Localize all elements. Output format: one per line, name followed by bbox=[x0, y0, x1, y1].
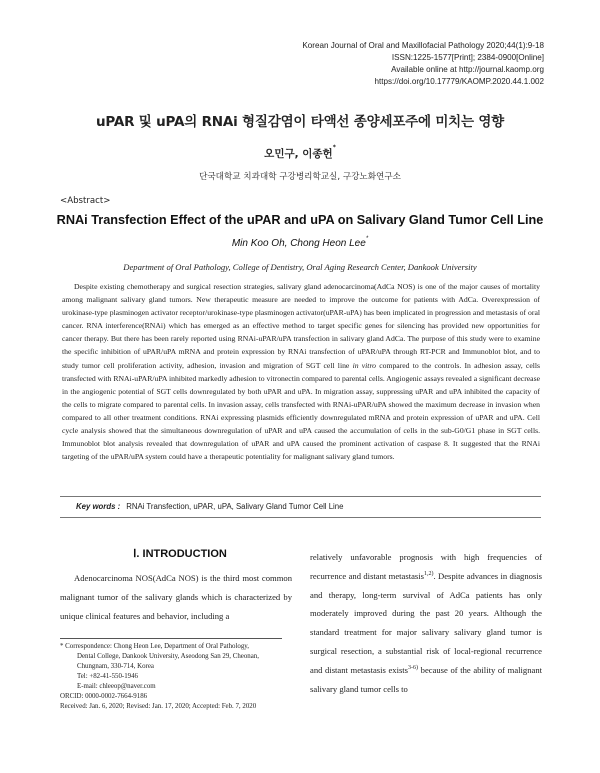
abstract-text-part2: compared to the controls. In adhesion assay, cells transfected with RNAi-uPAR/uPA inhibited markedly adhesion to vitronectin compared to parental cells. Angiogenic assays revealed a significant decrease in the angiogenic potential of SGT cells downregulated by both uPAR and uPA. In migration assay, suppressing uPAR and uPA inhibited the capacity of the cells to migrate compared to parental cells. In invasion assay, cells transfected with RNAi-uPAR/uPA showed the maximum decrease in invasion when compared to all other treatment conditions. RNAi expressing plasmids efficiently downregulated mRNA and protein expression of uPAR and uPA. Cell cycle analysis showed that the simultaneous downregulation of uPAR and uPA caused the accumulation of cells in the sub-G0/G1 phase in SGT cells. Immunoblot blot analysis revealed that downregulation of uPAR and uPA caused the prominent activation of caspase 8. It suggested that the RNAi targeting of the uPAR/uPA system could have a therapeutic potentiality for malignant salivary gland tumors. bbox=[62, 360, 541, 462]
reference-mark-1: 1,2) bbox=[424, 570, 434, 577]
abstract-text-part1: Despite existing chemotherapy and surgical resection strategies, salivary gland adenocarcinoma(AdCa NOS) is one of the major causes of mortality among malignant salivary gland tumors. New therapeutic measure are needed to improve the outcome for patients with AdCa. Overexpression of urokinase-type plasminogen activator receptor/urokinase-type plasminogen activator(uPAR-uPA) has been implicated in progression and metastasis of oral cancer. RNA interference(RNAi) which has emerged as an effective method to target specific genes for silencing has provided new opportunities for cancer therapy. But there has been rarely reported using RNAi-uPAR/uPA transfection in salivary gland AdCa. The purpose of this study were to examine the specific inhibition of uPAR/uPA mRNA and protein expression by RNAi transfection of uPAR/uPA through RT-PCR and Immunoblot blot, and to study tumor cell proliferation activity, adhesion, invasion and migration of SGT cell line bbox=[62, 282, 540, 370]
english-authors bbox=[0, 238, 600, 249]
footnote-line-1: * Correspondence: Chong Heon Lee, Department of Oral Pathology, bbox=[60, 643, 249, 650]
corresponding-author-mark: * bbox=[332, 144, 336, 151]
abstract-body bbox=[62, 280, 540, 463]
correspondence-footnote bbox=[60, 642, 296, 712]
journal-citation: Korean Journal of Oral and Maxillofacial Pathology 2020;44(1):9-18 bbox=[302, 41, 544, 50]
keywords-label: Key words : bbox=[76, 502, 121, 511]
keywords-top-divider bbox=[60, 496, 541, 497]
footnote-divider bbox=[60, 638, 282, 639]
abstract-italic-term: in vitro bbox=[352, 360, 376, 370]
english-author-names: Min Koo Oh, Chong Heon Lee bbox=[231, 238, 366, 249]
keywords-line bbox=[76, 502, 546, 511]
footnote-phone: Tel: +82-41-550-1946 bbox=[77, 673, 139, 680]
footnote-orcid: ORCID: 0000-0002-7664-9186 bbox=[60, 693, 148, 700]
intro-right-text-1: relatively unfavorable prognosis with high frequencies of recurrence and distant metastasis bbox=[310, 552, 542, 581]
korean-author-names: 오민구, 이종헌 bbox=[264, 148, 333, 160]
keywords-value: RNAi Transfection, uPAR, uPA, Salivary Gland Tumor Cell Line bbox=[126, 502, 344, 511]
journal-header bbox=[302, 40, 544, 88]
footnote-email: E-mail: chleeop@naver.com bbox=[77, 683, 156, 690]
intro-right-text-3: because of the ability of malignant salivary gland tumor cells to bbox=[310, 664, 543, 694]
journal-doi: https://doi.org/10.17779/KAOMP.2020.44.1.002 bbox=[374, 77, 544, 86]
introduction-heading: Ⅰ. INTRODUCTION bbox=[133, 548, 227, 560]
intro-right-column bbox=[310, 548, 542, 698]
reference-mark-2: 3-6) bbox=[408, 664, 419, 671]
intro-right-text-2: . Despite advances in diagnosis and therapy, long-term survival of AdCa patients has only moderately improved during the past 20 years. Although the standard treatment for major salivary salivary gland tumor is surgical resection, a substantial risk of local-regional recurrence and distant metastasis exists bbox=[310, 570, 543, 675]
footnote-dates: Received: Jan. 6, 2020; Revised: Jan. 17, 2020; Accepted: Feb. 7, 2020 bbox=[60, 703, 257, 710]
english-title: RNAi Transfection Effect of the uPAR and uPA on Salivary Gland Tumor Cell Line bbox=[56, 213, 544, 227]
footnote-line-3: Chungnam, 330-714, Korea bbox=[77, 663, 154, 670]
english-department: Department of Oral Pathology, College of Dentistry, Oral Aging Research Center, Dankook University bbox=[123, 262, 477, 272]
journal-availability: Available online at http://journal.kaomp.org bbox=[391, 65, 544, 74]
korean-title: uPAR 및 uPA의 RNAi 형질감염이 타액선 종양세포주에 미치는 영향 bbox=[95, 114, 505, 130]
abstract-label: <Abstract> bbox=[60, 196, 111, 206]
keywords-bottom-divider bbox=[60, 517, 541, 518]
intro-left-column: Adenocarcinoma NOS(AdCa NOS) is the third most common malignant tumor of the salivary glands which is characterized by unique clinical features and behavior, including a bbox=[60, 573, 292, 621]
korean-affiliation: 단국대학교 치과대학 구강병리학교실, 구강노화연구소 bbox=[199, 172, 401, 182]
english-corresponding-mark: * bbox=[365, 236, 369, 242]
journal-issn: ISSN:1225-1577[Print]; 2384-0900[Online] bbox=[391, 53, 544, 62]
footnote-line-2: Dental College, Dankook University, Aseodong San 29, Cheonan, bbox=[77, 653, 259, 660]
korean-authors bbox=[0, 146, 600, 161]
